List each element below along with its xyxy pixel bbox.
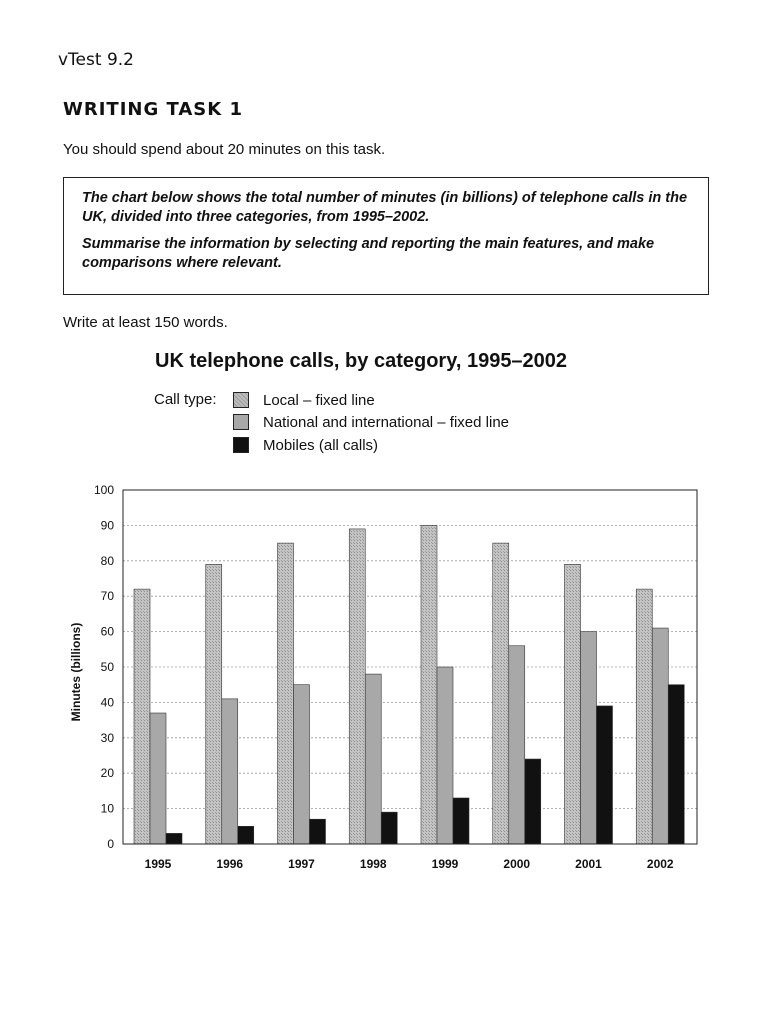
bar-local-1995 — [134, 589, 150, 844]
legend-label-local: Local – fixed line — [263, 391, 375, 409]
bar-local-1999 — [421, 525, 437, 844]
y-tick-label: 10 — [100, 801, 114, 816]
x-tick-label: 1996 — [216, 857, 244, 871]
bar-mobile-1996 — [238, 826, 254, 844]
x-tick-label: 1998 — [359, 857, 387, 871]
doc-label: vTest 9.2 — [58, 50, 134, 70]
bars — [134, 525, 684, 844]
bar-mobile-2002 — [668, 685, 684, 844]
x-tick-label: 1997 — [288, 857, 315, 871]
bar-mobile-1995 — [166, 833, 182, 844]
instruction-text: You should spend about 20 minutes on this task. — [63, 141, 386, 158]
word-count-text: Write at least 150 words. — [63, 314, 228, 331]
x-tick-label: 1999 — [431, 857, 459, 871]
prompt-paragraph-2: Summarise the information by selecting and reporting the main features, and make comparisons where relevant. — [82, 236, 655, 271]
bar-mobile-1997 — [310, 819, 326, 844]
bar-national-1998 — [365, 674, 381, 844]
bar-national-1999 — [437, 667, 453, 844]
task-heading: WRITING TASK 1 — [63, 99, 244, 120]
x-tick-label: 2000 — [503, 857, 531, 871]
bar-mobile-1999 — [453, 798, 469, 844]
y-tick-label: 60 — [100, 624, 114, 639]
bar-mobile-2001 — [597, 706, 613, 844]
x-axis-ticks — [145, 857, 674, 871]
bar-national-1997 — [294, 685, 310, 844]
bar-local-2001 — [565, 564, 581, 844]
chart-title: UK telephone calls, by category, 1995–2002 — [155, 350, 568, 372]
y-tick-label: 50 — [100, 660, 114, 674]
y-tick-label: 40 — [100, 695, 114, 710]
bar-national-2001 — [581, 632, 597, 844]
bar-local-1996 — [206, 564, 222, 844]
legend-title: Call type: — [154, 391, 217, 408]
x-tick-label: 1995 — [144, 857, 172, 871]
prompt-paragraph-1: The chart below shows the total number of minutes (in billions) of telephone calls in the UK, divided into three categories, from 1995–2002. — [82, 190, 688, 225]
bar-national-2002 — [652, 628, 668, 844]
y-tick-label: 80 — [100, 553, 114, 568]
y-tick-label: 20 — [100, 766, 114, 781]
bar-national-1995 — [150, 713, 166, 844]
x-tick-label: 2002 — [646, 857, 674, 871]
y-tick-label: 70 — [100, 589, 114, 604]
y-axis-label: Minutes (billions) — [69, 622, 83, 722]
bar-local-1998 — [349, 529, 365, 844]
legend-label-national: National and international – fixed line — [263, 413, 509, 431]
y-axis-ticks — [94, 483, 114, 851]
legend-label-mobile: Mobiles (all calls) — [263, 436, 379, 454]
bar-local-1997 — [278, 543, 294, 844]
bar-mobile-1998 — [381, 812, 397, 844]
y-tick-label: 30 — [100, 730, 114, 745]
y-tick-label: 100 — [93, 483, 114, 497]
y-tick-label: 0 — [107, 837, 114, 851]
bar-local-2000 — [493, 543, 509, 844]
x-tick-label: 2001 — [575, 857, 602, 871]
bar-national-2000 — [509, 646, 525, 844]
bar-national-1996 — [222, 699, 238, 844]
bar-local-2002 — [636, 589, 652, 844]
y-tick-label: 90 — [100, 518, 114, 533]
bar-mobile-2000 — [525, 759, 541, 844]
